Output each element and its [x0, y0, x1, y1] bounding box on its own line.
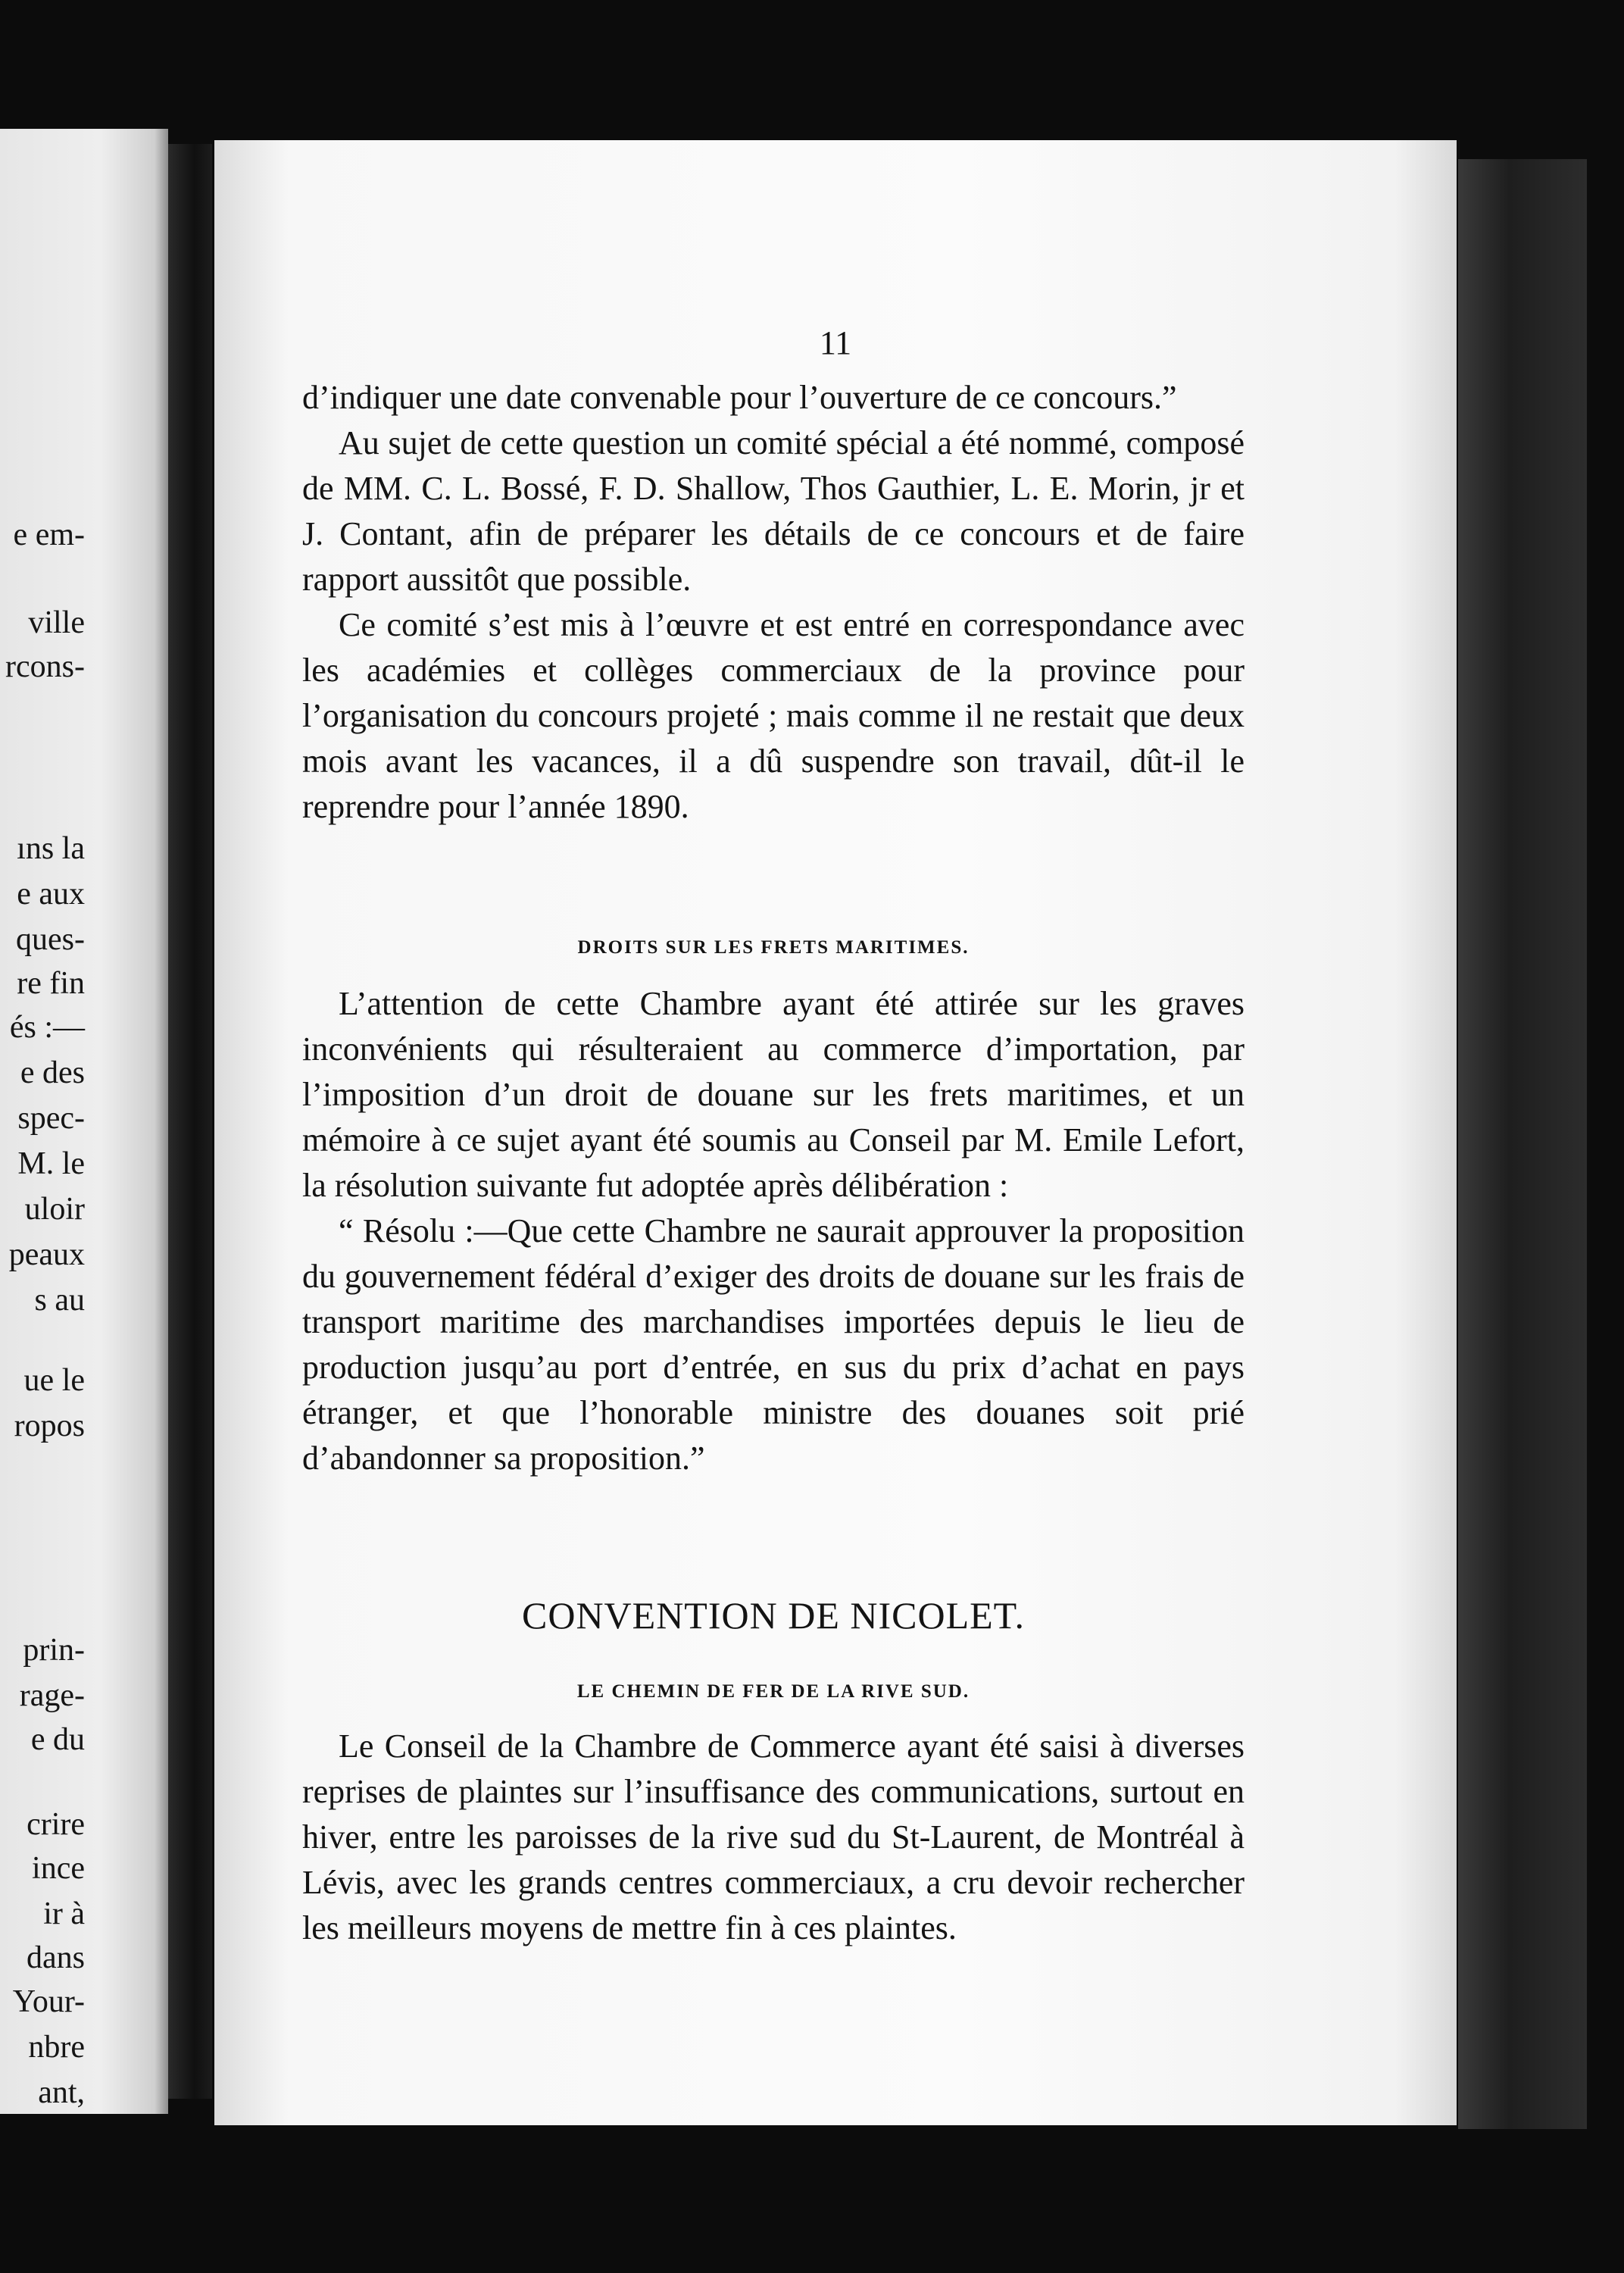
section-heading: DROITS SUR LES FRETS MARITIMES. — [577, 937, 970, 958]
page-number: 11 — [819, 324, 852, 361]
section-heading-chemin — [302, 1681, 1245, 1702]
left-page-line: e em- — [13, 517, 85, 552]
chapter-heading: CONVENTION DE NICOLET. — [521, 1594, 1026, 1637]
left-page-line: ir à — [43, 1896, 85, 1931]
left-page-line: Your- — [12, 1984, 85, 2019]
left-page-line: ropos — [14, 1409, 85, 1443]
left-page-line: prin- — [23, 1633, 85, 1668]
paragraph: Le Conseil de la Chambre de Commerce ayant été saisi à diverses reprises de plaintes sur l’insuffisance des communications, surtout en hiver, entre les paroisses de la rive sud du St-Laurent, de Montréal à Lévis, avec les grands centres commerciaux, a cru devoir rechercher les meilleurs moyens de mettre fin à ces plaintes. — [302, 1727, 1245, 1946]
left-page-line: re fin — [17, 966, 85, 1001]
left-page-line: ville — [28, 605, 85, 640]
left-page-line: nbre — [28, 2030, 85, 2065]
left-page-line: e aux — [17, 877, 85, 911]
left-page-line: ıns la — [17, 831, 85, 866]
book-gutter — [168, 144, 212, 2099]
paragraph: Au sujet de cette question un comité spécial a été nommé, composé de MM. C. L. Bossé, F. D. Shallow, Thos Gauthier, L. E. Morin, jr et J. Contant, afin de préparer les détails de ce concours et de faire rapport aussitôt que possible. — [302, 424, 1245, 598]
paragraph: d’indiquer une date convenable pour l’ouverture de ce concours.” — [302, 379, 1177, 416]
left-page-line: és :— — [9, 1010, 85, 1045]
left-page-line: ant, — [38, 2075, 85, 2110]
text-block-bottom — [302, 1724, 1245, 1951]
section-heading: LE CHEMIN DE FER DE LA RIVE SUD. — [576, 1681, 970, 1702]
paragraph: Ce comité s’est mis à l’œuvre et est entré en correspondance avec les académies et collèges commerciaux de la province pour l’organisation du concours projeté ; mais comme il ne restait que deux mois avant les vacances, il a dû suspendre son travail, dût-il le reprendre pour l’année 1890. — [302, 606, 1245, 825]
left-page-line: peaux — [8, 1237, 85, 1272]
section-heading-frets — [302, 937, 1245, 958]
chapter-heading-block — [302, 1593, 1245, 1637]
text-block-middle — [302, 981, 1245, 1481]
left-page-line: spec- — [17, 1101, 85, 1136]
left-page-line: e du — [30, 1722, 85, 1757]
left-page-line: s au — [34, 1283, 85, 1318]
text-block-top — [302, 375, 1245, 830]
left-page-fragment — [0, 129, 168, 2114]
left-page-line: M. le — [17, 1146, 85, 1181]
left-page-line: dans — [27, 1940, 85, 1975]
left-page-line: rage- — [19, 1678, 85, 1713]
left-page-line: e des — [20, 1055, 85, 1090]
left-page-line: crire — [27, 1807, 85, 1842]
paragraph: “ Résolu :—Que cette Chambre ne saurait approuver la proposition du gouvernement fédéral d’exiger des droits de douane sur les frais de transport maritime des marchandises importées depuis le lieu de production jusqu’au port d’entrée, en sus du prix d’achat en pays étranger, et que l’honorable ministre des douanes soit prié d’abandonner sa proposition.” — [302, 1212, 1245, 1477]
left-page-line: ques- — [16, 922, 85, 957]
left-page-line: ue le — [23, 1363, 85, 1398]
left-page-line: rcons- — [5, 649, 85, 684]
paragraph: L’attention de cette Chambre ayant été attirée sur les graves inconvénients qui résulteraient au commerce d’importation, par l’imposition d’un droit de douane sur les frets maritimes, et un mémoire à ce sujet ayant été soumis au Conseil par M. Emile Lefort, la résolution suivante fut adoptée après délibération : — [302, 985, 1245, 1204]
book-page — [214, 140, 1457, 2125]
book-edge — [1458, 159, 1587, 2129]
left-page-line: ince — [32, 1851, 85, 1886]
left-page-line: uloir — [24, 1192, 85, 1227]
